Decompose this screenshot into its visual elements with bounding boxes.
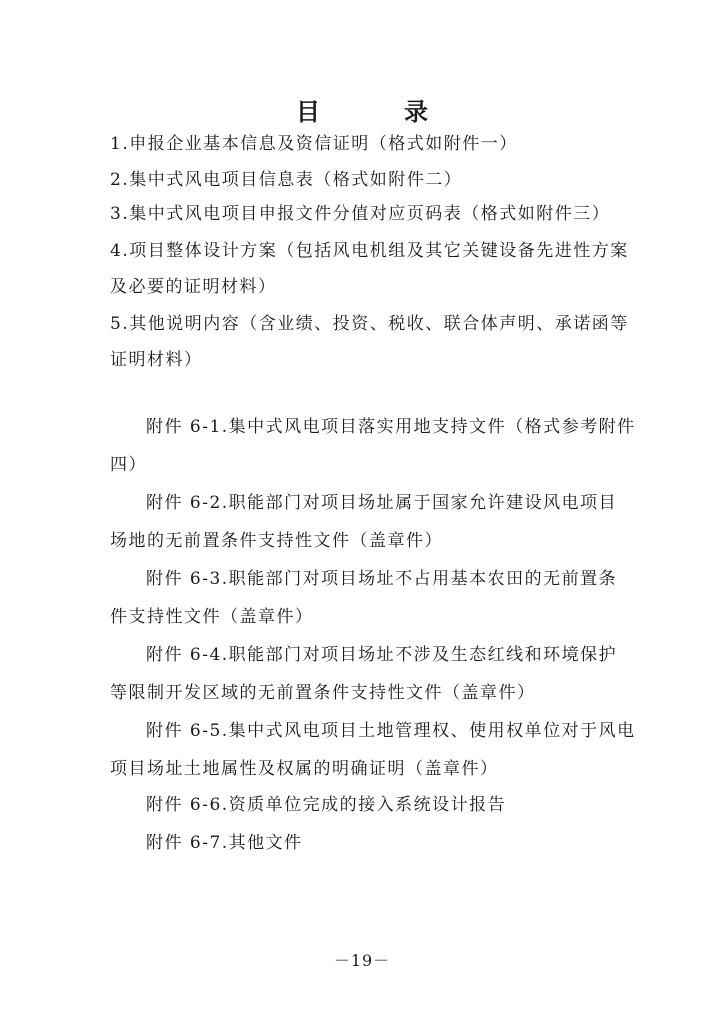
- attachment-6-2-line2: 场地的无前置条件支持性文件（盖章件）: [110, 531, 443, 551]
- toc-item-5-line2: 证明材料）: [110, 350, 203, 370]
- attachment-6-5-line2: 项目场址土地属性及权属的明确证明（盖章件）: [110, 759, 499, 779]
- page-number: －19－: [333, 951, 391, 970]
- attachment-6-4-line2: 等限制开发区域的无前置条件支持性文件（盖章件）: [110, 683, 536, 703]
- attachment-6-3: [110, 560, 616, 636]
- toc-item-5: [110, 306, 629, 378]
- toc-item-2: 2.集中式风电项目信息表（格式如附件二）: [110, 170, 463, 190]
- page-title: 目 录: [296, 97, 458, 126]
- attachment-6-3-line2: 件支持性文件（盖章件）: [110, 607, 314, 627]
- attachment-6-5-line1: 附件 6-5.集中式风电项目土地管理权、使用权单位对于风电: [146, 721, 636, 741]
- toc-item-4: [110, 233, 629, 305]
- toc-item-3: 3.集中式风电项目申报文件分值对应页码表（格式如附件三）: [110, 204, 611, 224]
- toc-item-4-line1: 4.项目整体设计方案（包括风电机组及其它关键设备先进性方案: [110, 241, 629, 261]
- attachment-6-7: [110, 824, 616, 862]
- attachment-6-5: [110, 712, 636, 788]
- toc-item-5-line1: 5.其他说明内容（含业绩、投资、税收、联合体声明、承诺函等: [110, 314, 629, 334]
- toc-item-4-line2: 及必要的证明材料）: [110, 277, 277, 297]
- attachment-6-1-line1: 附件 6-1.集中式风电项目落实用地支持文件（格式参考附件: [146, 417, 636, 437]
- attachment-6-4-line1: 附件 6-4.职能部门对项目场址不涉及生态红线和环境保护: [146, 645, 618, 665]
- attachment-6-1: [110, 408, 636, 484]
- attachment-6-6: [110, 786, 616, 824]
- attachment-6-6-line1: 附件 6-6.资质单位完成的接入系统设计报告: [146, 795, 507, 815]
- attachment-6-2: [110, 484, 616, 560]
- attachment-6-1-line2: 四）: [110, 455, 147, 475]
- attachment-6-3-line1: 附件 6-3.职能部门对项目场址不占用基本农田的无前置条: [146, 569, 618, 589]
- toc-item-1: 1.申报企业基本信息及资信证明（格式如附件一）: [110, 134, 518, 154]
- attachment-6-4: [110, 636, 616, 712]
- attachment-6-2-line1: 附件 6-2.职能部门对项目场址属于国家允许建设风电项目: [146, 493, 618, 513]
- attachment-6-7-line1: 附件 6-7.其他文件: [146, 833, 303, 853]
